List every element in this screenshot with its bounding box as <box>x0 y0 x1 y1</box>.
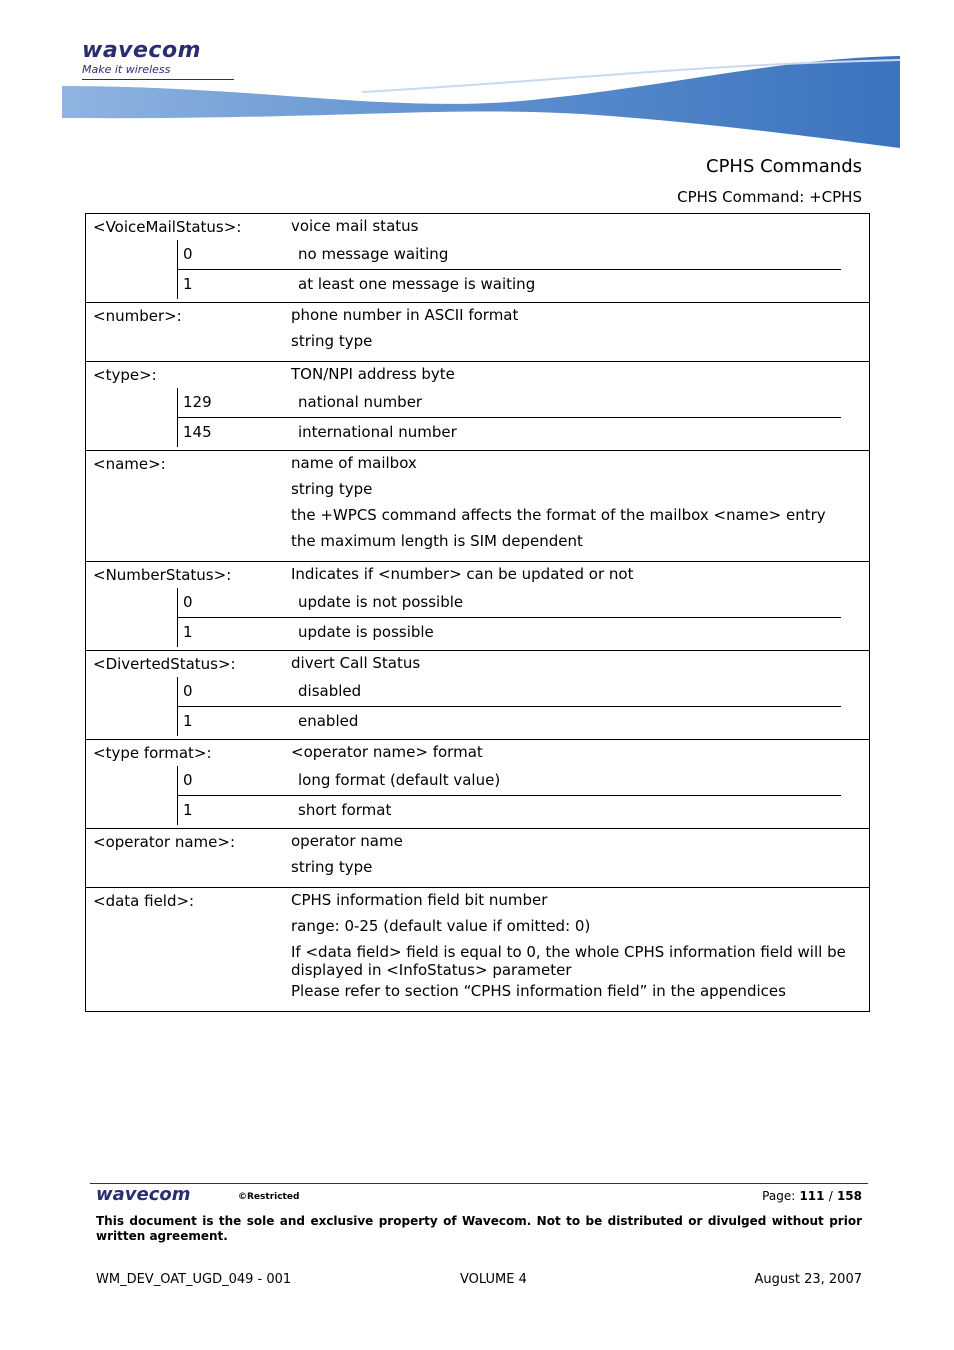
value-description: update is not possible <box>298 593 464 611</box>
param-block <box>85 888 870 1012</box>
section-title: CPHS Commands <box>706 156 862 177</box>
value-description: national number <box>298 393 423 411</box>
value-row <box>177 388 841 417</box>
value-code: 1 <box>177 707 294 736</box>
param-block <box>85 451 870 562</box>
param-description: TON/NPI address byte <box>291 365 455 383</box>
param-description: the maximum length is SIM dependent <box>291 532 583 550</box>
value-description: short format <box>298 801 392 819</box>
param-block <box>85 362 870 451</box>
page-separator: / <box>828 1189 833 1203</box>
value-row <box>177 795 841 825</box>
value-code: 145 <box>177 418 294 447</box>
document-date: August 23, 2007 <box>754 1272 862 1287</box>
value-code: 0 <box>177 240 294 269</box>
param-description: Please refer to section “CPHS information field” in the appendices <box>291 982 786 1000</box>
param-name: <name>: <box>93 455 166 473</box>
footer-rule <box>90 1183 868 1184</box>
value-row <box>177 766 841 795</box>
value-code: 0 <box>177 766 294 795</box>
param-description: If <data field> field is equal to 0, the whole CPHS information field will be displayed in <InfoStatus> parameter <box>291 943 846 979</box>
section-subtitle: CPHS Command: +CPHS <box>677 188 862 206</box>
value-row <box>177 588 841 617</box>
param-description: phone number in ASCII format <box>291 306 519 324</box>
param-description: name of mailbox <box>291 454 417 472</box>
param-name: <NumberStatus>: <box>93 566 232 584</box>
page-current: 111 <box>799 1189 825 1203</box>
param-description: the +WPCS command affects the format of the mailbox <name> entry <box>291 506 826 524</box>
document-reference: WM_DEV_OAT_UGD_049 - 001 <box>96 1272 292 1287</box>
value-code: 0 <box>177 677 294 706</box>
param-block <box>85 829 870 888</box>
value-row <box>177 706 841 736</box>
footer-notice: This document is the sole and exclusive property of Wavecom. Not to be distributed or divulged without prior written agreement. <box>96 1214 862 1243</box>
param-block <box>85 651 870 740</box>
value-description: no message waiting <box>298 245 449 263</box>
param-description: voice mail status <box>291 217 419 235</box>
logo-wordmark: wavecom <box>82 38 202 63</box>
value-code: 1 <box>177 796 294 825</box>
footer-restricted: ©Restricted <box>238 1192 300 1202</box>
param-description: <operator name> format <box>291 743 483 761</box>
param-description: string type <box>291 480 373 498</box>
value-description: disabled <box>298 682 362 700</box>
param-description: range: 0-25 (default value if omitted: 0) <box>291 917 591 935</box>
page-number <box>762 1189 862 1203</box>
value-description: international number <box>298 423 457 441</box>
param-block <box>85 562 870 651</box>
parameters-table <box>85 213 870 1012</box>
param-description: CPHS information field bit number <box>291 891 548 909</box>
value-code: 0 <box>177 588 294 617</box>
param-description: string type <box>291 858 373 876</box>
volume-label: VOLUME 4 <box>460 1272 527 1287</box>
param-block <box>85 303 870 362</box>
param-description: operator name <box>291 832 403 850</box>
logo-tagline: Make it wireless <box>82 63 171 76</box>
param-block <box>85 213 870 303</box>
value-row <box>177 617 841 647</box>
footer-logo: wavecom <box>96 1184 191 1205</box>
value-row <box>177 269 841 299</box>
param-name: <VoiceMailStatus>: <box>93 218 242 236</box>
param-name: <operator name>: <box>93 833 236 851</box>
header-swoosh <box>62 52 900 150</box>
param-block <box>85 740 870 829</box>
value-description: long format (default value) <box>298 771 501 789</box>
value-row <box>177 240 841 269</box>
param-description: divert Call Status <box>291 654 421 672</box>
value-code: 129 <box>177 388 294 417</box>
page-total: 158 <box>836 1189 862 1203</box>
param-description: Indicates if <number> can be updated or not <box>291 565 634 583</box>
value-description: update is possible <box>298 623 434 641</box>
value-row <box>177 417 841 447</box>
param-description: string type <box>291 332 373 350</box>
param-name: <data field>: <box>93 892 195 910</box>
param-name: <type>: <box>93 366 157 384</box>
param-name: <type format>: <box>93 744 212 762</box>
value-code: 1 <box>177 270 294 299</box>
page-label: Page: <box>762 1189 796 1203</box>
value-description: enabled <box>298 712 359 730</box>
value-description: at least one message is waiting <box>298 275 536 293</box>
param-name: <number>: <box>93 307 182 325</box>
value-row <box>177 677 841 706</box>
value-code: 1 <box>177 618 294 647</box>
param-name: <DivertedStatus>: <box>93 655 236 673</box>
